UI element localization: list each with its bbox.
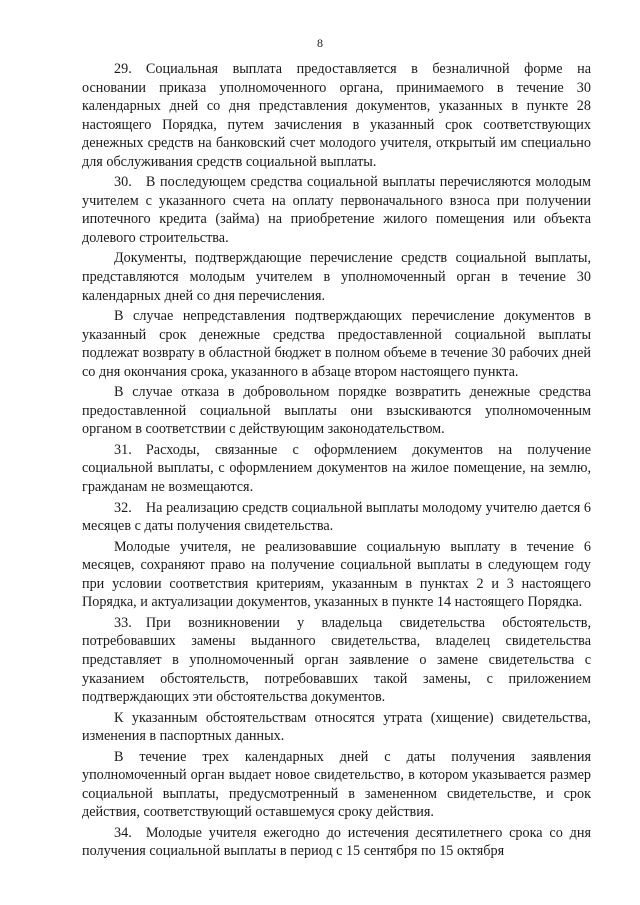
paragraph-30: 30. В последующем средства социальной выплаты перечисляются молодым учителем с указанного счета на оплату первоначального взноса при получении ипотечного кредита (займа) на приобретение жилого помещения или объекта долевого строительства. (82, 174, 591, 246)
paragraph-29: 29. Социальная выплата предоставляется в безналичной форме на основании приказа уполномоченного органа, принимаемого в течение 30 календарных дней со дня представления документов, указанных в пункте 28 настоящего Порядка, путем зачисления в указанный срок соответствующих денежных средств на банковский счет молодого учителя, открытый им специально для обслуживания средств социальной выплаты. (82, 61, 591, 170)
document-body (82, 60, 591, 863)
paragraph-31: 31. Расходы, связанные с оформлением документов на получение социальной выплаты, с оформлением документов на жилое помещение, на землю, гражданам не возмещаются. (82, 441, 591, 496)
paragraph-30-nonsubmission: В случае непредставления подтверждающих перечисление документов в указанный срок денежные средства предоставленной социальной выплаты подлежат возврату в областной бюджет в полном объеме в течение 30 рабочих дней со дня окончания срока, указанного в абзаце втором настоящего пункта. (82, 308, 591, 380)
paragraph-33-issuance: В течение трех календарных дней с даты получения заявления уполномоченный орган выдает новое свидетельство, в котором указывается размер социальной выплаты, предусмотренный в замененном свидетельстве, и срок действия, соответствующий оставшемуся сроку действия. (82, 748, 591, 821)
paragraph-34: 34. Молодые учителя ежегодно до истечения десятилетнего срока со дня получения социальной выплаты в период с 15 сентября по 15 октября (82, 824, 591, 860)
paragraph-33-circumstances: К указанным обстоятельствам относятся утрата (хищение) свидетельства, изменения в паспортных данных. (82, 709, 591, 745)
paragraph-32-retention: Молодые учителя, не реализовавшие социальную выплату в течение 6 месяцев, сохраняют право на получение социальной выплаты в следующем году при условии соответствия критериям, указанным в пунктах 2 и 3 настоящего Порядка, и актуализации документов, указанных в пункте 14 настоящего Порядка. (82, 538, 591, 611)
page-number: 8 (317, 36, 323, 50)
paragraph-33: 33. При возникновении у владельца свидетельства обстоятельств, потребовавших замены выданного свидетельства, владелец свидетельства представляет в уполномоченный орган заявление о замене свидетельства с указанием обстоятельств, потребовавших такой замены, с приложением подтверждающих эти обстоятельства документов. (82, 614, 591, 706)
paragraph-30-documents: Документы, подтверждающие перечисление средств социальной выплаты, представляются молодым учителем в уполномоченный орган в течение 30 календарных дней со дня перечисления. (82, 250, 591, 304)
paragraph-32: 32. На реализацию средств социальной выплаты молодому учителю дается 6 месяцев с даты получения свидетельства. (82, 499, 591, 535)
paragraph-30-refusal: В случае отказа в добровольном порядке возвратить денежные средства предоставленной социальной выплаты они взыскиваются уполномоченным органом в соответствии с действующим законодательством. (82, 384, 591, 438)
